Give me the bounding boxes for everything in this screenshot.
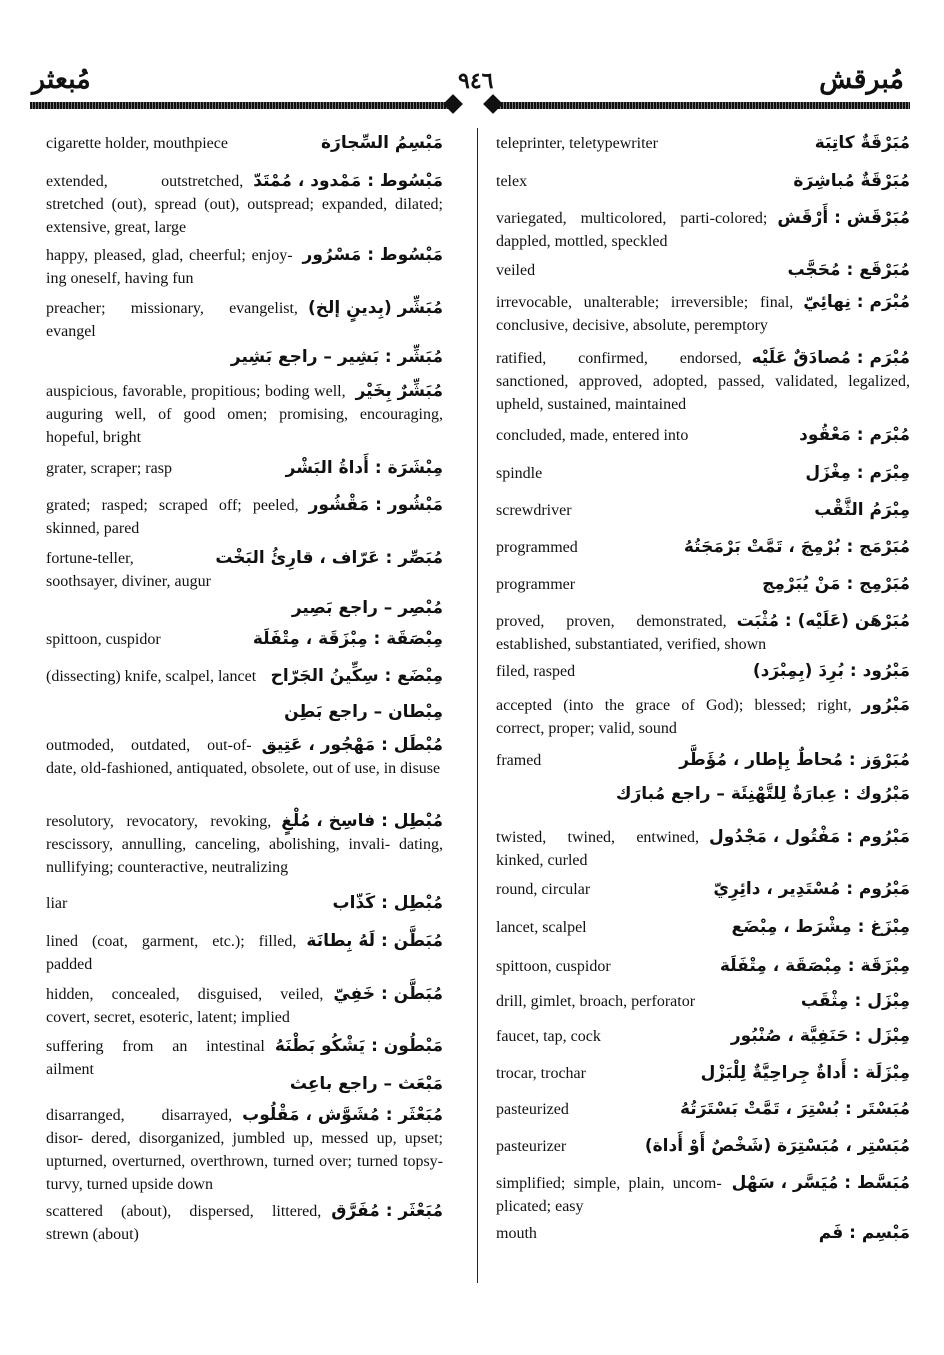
entry-headword-arabic: مُبَرْمِج : مَنْ يُبَرْمِج (756, 573, 910, 596)
entry-definition-english: cigarette holder, mouthpiece (46, 135, 228, 152)
dictionary-entry (496, 878, 910, 901)
entry-definition-english: programmer (496, 576, 576, 593)
entry-headword-arabic: مُبَرْوَز : مُحاطٌ بِإطار ، مُؤَطَّر (673, 749, 910, 772)
entry-headword-arabic: مِبْزَل : حَنَفِيَّة ، صُنْبُور (725, 1025, 910, 1048)
header-rule-left (30, 96, 454, 116)
entry-headword-arabic: مَبْشُور : مَقْشُور (303, 494, 443, 517)
entry-headword-arabic: مُبْطِل : فاسِخ ، مُلْغٍ (275, 810, 443, 833)
entry-headword-arabic: مَبْرُود : بُرِدَ (بِمِبْرَد) (747, 660, 910, 683)
entry-headword-arabic: مِبْزَقَة : مِبْصَقَة ، مِتْفَلَة (714, 955, 910, 978)
dictionary-entry (496, 259, 910, 282)
entry-headword-arabic: مُبَرْمَج : بُرْمِجَ ، تَمَّتْ بَرْمَجَتُهُ (678, 536, 910, 559)
dictionary-entry (496, 749, 910, 772)
dictionary-entry (496, 990, 910, 1013)
entry-definition-english: faucet, tap, cock (496, 1028, 601, 1045)
dictionary-entry (496, 1062, 910, 1085)
entry-definition-english: drill, gimlet, broach, perforator (496, 993, 696, 1010)
dictionary-entry (46, 457, 443, 480)
entry-headword-arabic: مُبَشِّر (بِدينٍ إلخ) (302, 297, 443, 320)
entry-headword-arabic: مُبْرَم : مُصادَقٌ عَلَيْه (746, 347, 910, 370)
entry-headword-arabic: مُبَسْتَر : بُسْتِرَ ، تَمَّتْ بَسْتَرَتُهُ (674, 1098, 910, 1121)
entry-headword-arabic: مُبْرَم : مَعْقُود (793, 424, 910, 447)
entry-headword-arabic: مُبَطَّن : خَفِيّ (327, 983, 443, 1006)
entry-definition-english: variegated, multicolored, parti-colored; dappled, mottled, speckled (496, 210, 768, 250)
entry-headword-arabic: مِبْرَمُ الثَّقْب (808, 499, 910, 522)
entry-definition-english: mouth (496, 1225, 537, 1242)
entry-definition-english: extended, outstretched, stretched (out), spread (out), outspread; expanded, dilated; extensive, great, large (46, 173, 443, 236)
column-divider (477, 128, 478, 1283)
dictionary-entry (496, 955, 910, 978)
dictionary-entry (46, 494, 443, 540)
dictionary-entry (46, 380, 443, 449)
entry-headword-arabic: مِبْزَلَة : أَداةٌ جِراحِيَّةٌ لِلْبَزْل (695, 1062, 910, 1085)
entry-headword-arabic: مَبْعَث – راجع باعِث (284, 1073, 443, 1096)
entry-definition-english: grated; rasped; scraped off; peeled, skinned, pared (46, 497, 299, 537)
dictionary-entry (496, 347, 910, 416)
entry-definition-english: teleprinter, teletypewriter (496, 135, 658, 152)
entry-definition-english: trocar, trochar (496, 1065, 586, 1082)
dictionary-entry (46, 628, 443, 651)
entry-definition-english: auspicious, favorable, propitious; boding well, auguring well, of good omen; promising, encouraging, hopeful, bright (46, 383, 443, 446)
entry-definition-english: telex (496, 173, 528, 190)
entry-definition-english: concluded, made, entered into (496, 427, 689, 444)
entry-definition-english: screwdriver (496, 502, 572, 519)
entry-headword-arabic: مِبْصَقَة : مِبْزَقَة ، مِتْفَلَة (247, 628, 443, 651)
entry-headword-arabic: مَبْسِم : فَم (813, 1222, 910, 1245)
dictionary-entry (496, 1135, 910, 1158)
dictionary-entry (496, 499, 910, 522)
entry-definition-english: outmoded, outdated, out-of-date, old-fashioned, antiquated, obsolete, out of use, in disuse (46, 737, 441, 777)
dictionary-entry (46, 1200, 443, 1246)
entry-headword-arabic: مُبَشِّرٌ بِخَيْر (350, 380, 443, 403)
dictionary-entry (496, 694, 910, 740)
dictionary-entry (496, 1172, 910, 1218)
dictionary-entry (496, 826, 910, 872)
dictionary-entry (46, 734, 443, 780)
entry-headword-arabic: مِبْزَل : مِثْقَب (795, 990, 910, 1013)
dictionary-entry (496, 207, 910, 253)
entry-definition-english: suffering from an intestinal ailment (46, 1038, 265, 1078)
entry-definition-english: ratified, confirmed, endorsed, sanctioned, approved, adopted, passed, validated, legalized, upheld, sustained, maintained (496, 350, 910, 413)
dictionary-entry (496, 1025, 910, 1048)
entry-definition-english: (dissecting) knife, scalpel, lancet (46, 668, 257, 685)
diamond-ornament-icon (443, 94, 463, 114)
entry-definition-english: disarranged, disarrayed, disor- dered, disorganized, jumbled up, messed up, upset; upturned, overturned, overthrown, turned over; turned topsy-turvy, turned upside down (46, 1107, 443, 1193)
entry-headword-arabic: مُبَرْهَن (عَلَيْه) : مُثْبَت (731, 610, 910, 633)
dictionary-entry (46, 930, 443, 976)
entry-definition-english: scattered (about), dispersed, littered, strewn (about) (46, 1203, 322, 1243)
entry-headword-arabic: مُبَطَّن : لَهُ بِطانَة (300, 930, 443, 953)
dictionary-entry (496, 916, 910, 939)
entry-headword-arabic: مُبَسْتِر ، مُبَسْتِرَة (شَخْصٌ أَوْ أَداة) (639, 1135, 910, 1158)
entry-headword-arabic: مِبْزَغ : مِشْرَط ، مِبْضَع (726, 916, 910, 939)
diamond-ornament-icon (483, 94, 503, 114)
entry-headword-arabic: مُبَعْثَر : مُفَرَّق (325, 1200, 443, 1223)
dictionary-entry (496, 660, 910, 683)
entry-definition-english: framed (496, 752, 542, 769)
entry-definition-english: pasteurizer (496, 1138, 567, 1155)
dictionary-entry (496, 1098, 910, 1121)
entry-definition-english: accepted (into the grace of God); blessed; right, correct, proper; valid, sound (496, 697, 852, 737)
entry-headword-arabic: مُبَسَّط : مُيَسَّر ، سَهْل (726, 1172, 910, 1195)
header-guide-word-left: مُبعثر (32, 64, 91, 95)
entry-definition-english: preacher; missionary, evangelist, evangel (46, 300, 298, 340)
dictionary-entry (496, 573, 910, 596)
entry-headword-arabic: مُبْطَل : مَهْجُور ، عَتِيق (256, 734, 443, 757)
entry-headword-arabic: مُبْطِل : كَذّاب (327, 892, 443, 915)
dictionary-entry (46, 244, 443, 290)
dictionary-entry (46, 983, 443, 1029)
entry-definition-english: round, circular (496, 881, 591, 898)
entry-definition-english: hidden, concealed, disguised, veiled, covert, secret, esoteric, latent; implied (46, 986, 324, 1026)
rule-bar (30, 102, 454, 109)
dictionary-entry (496, 462, 910, 485)
entry-headword-arabic: مُبَرْقَع : مُحَجَّب (782, 259, 910, 282)
dictionary-entry (46, 892, 443, 915)
dictionary-entry (46, 132, 443, 155)
entry-headword-arabic: مُبَصِّر : عَرّاف ، قارِئُ البَخْت (209, 547, 443, 570)
entry-headword-arabic: مَبْسُوط : مَمْدود ، مُمْتَدّ (247, 170, 443, 193)
entry-headword-arabic: مُبْصِر – راجع بَصِير (286, 597, 443, 620)
entry-headword-arabic: مَبْرُوك : عِبارَةٌ لِلتَّهْنِئَة – راجع مُبارَك (610, 783, 910, 806)
entry-definition-english: liar (46, 895, 68, 912)
entry-headword-arabic: مُبَرْقَةٌ مُباشِرَة (787, 170, 910, 193)
entry-definition-english: proved, proven, demonstrated, established, substantiated, verified, shown (496, 613, 767, 653)
entry-definition-english: irrevocable, unalterable; irreversible; final, conclusive, decisive, absolute, peremptory (496, 294, 794, 334)
entry-definition-english: twisted, twined, entwined, kinked, curled (496, 829, 699, 869)
dictionary-entry (496, 536, 910, 559)
rule-bar (492, 102, 910, 109)
dictionary-entry (496, 610, 910, 656)
dictionary-entry (46, 1104, 443, 1196)
entry-headword-arabic: مُبَرْقَةٌ كاتِبَة (809, 132, 910, 155)
entry-definition-english: spindle (496, 465, 543, 482)
entry-definition-english: veiled (496, 262, 536, 279)
dictionary-entry (496, 170, 910, 193)
entry-definition-english: spittoon, cuspidor (46, 631, 161, 648)
entry-definition-english: lined (coat, garment, etc.); filled, padded (46, 933, 297, 973)
entry-headword-arabic: مَبْسِمُ السِّجارَة (315, 132, 443, 155)
entry-headword-arabic: مِبْضَع : سِكِّينُ الجَرّاح (265, 665, 443, 688)
entry-headword-arabic: مِبْطان – راجع بَطِن (278, 701, 443, 724)
dictionary-entry (496, 1222, 910, 1245)
dictionary-entry (496, 132, 910, 155)
dictionary-entry (46, 665, 443, 688)
entry-headword-arabic: مَبْرُوم : مَفْتُول ، مَجْدُول (703, 826, 910, 849)
dictionary-entry (46, 547, 443, 593)
page-number: ٩٤٦ (458, 68, 494, 94)
entry-definition-english: simplified; simple, plain, uncom- plicated; easy (496, 1175, 722, 1215)
entry-definition-english: programmed (496, 539, 578, 556)
entry-definition-english: filed, rasped (496, 663, 576, 680)
entry-headword-arabic: مُبْرَم : نِهائِيّ (797, 291, 910, 314)
dictionary-entry (496, 291, 910, 337)
entry-headword-arabic: مَبْرُوم : مُسْتَدِير ، دائِرِيّ (707, 878, 910, 901)
entry-headword-arabic: مِبْشَرَة : أَداةُ البَشْر (280, 457, 443, 480)
entry-headword-arabic: مَبْرُور (856, 694, 910, 717)
entry-definition-english: resolutory, revocatory, revoking, rescissory, annulling, canceling, abolishing, invali- dating, nullifying; counteractive, neutralizing (46, 813, 443, 876)
entry-definition-english: lancet, scalpel (496, 919, 587, 936)
entry-headword-arabic: مُبَشِّر : بَشِير – راجع بَشِير (225, 346, 443, 369)
entry-definition-english: grater, scraper; rasp (46, 460, 172, 477)
dictionary-entry (46, 810, 443, 879)
entry-headword-arabic: مَبْطُون : يَشْكُو بَطْنَهُ (269, 1035, 443, 1058)
entry-definition-english: spittoon, cuspidor (496, 958, 611, 975)
entry-headword-arabic: مُبَرْقَش : أَرْقَش (771, 207, 910, 230)
dictionary-entry (46, 297, 443, 343)
dictionary-entry (496, 424, 910, 447)
entry-headword-arabic: مُبَعْثَر : مُشَوَّش ، مَقْلُوب (236, 1104, 443, 1127)
entry-headword-arabic: مَبْسُوط : مَسْرُور (297, 244, 443, 267)
entry-definition-english: fortune-teller, soothsayer, diviner, augur (46, 550, 211, 590)
header-guide-word-right: مُبرقش (819, 64, 904, 95)
header-rule-right (492, 96, 910, 116)
dictionary-entry (46, 170, 443, 239)
entry-headword-arabic: مِبْرَم : مِغْزَل (799, 462, 910, 485)
entry-definition-english: pasteurized (496, 1101, 569, 1118)
entry-definition-english: happy, pleased, glad, cheerful; enjoy- ing oneself, having fun (46, 247, 293, 287)
